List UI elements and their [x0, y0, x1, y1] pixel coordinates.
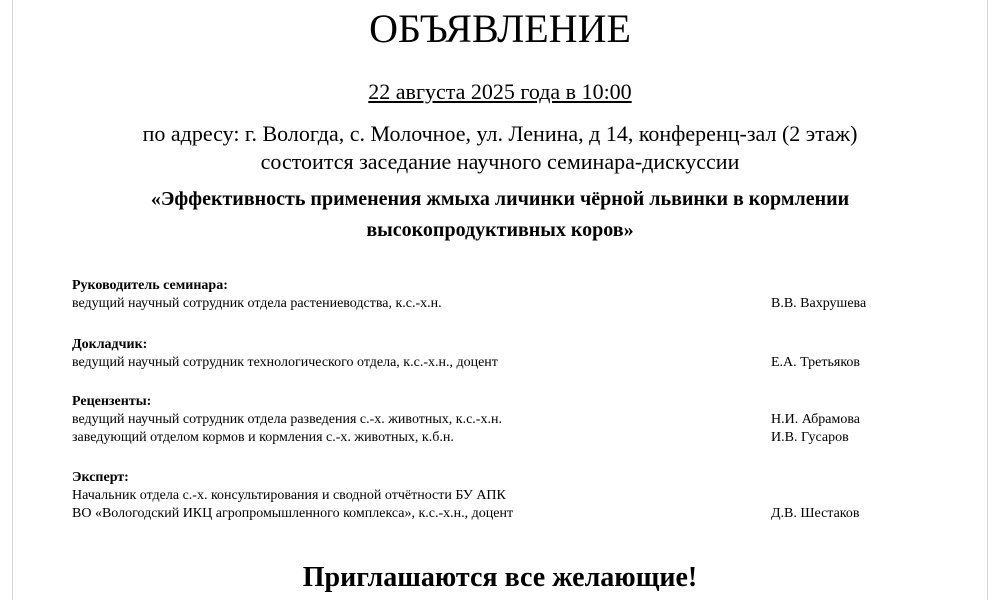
participant-name: В.В. Вахрушева	[771, 296, 867, 311]
participant-position: ведущий научный сотрудник отдела разведения с.-х. животных, к.с.-х.н.	[72, 412, 502, 427]
section-expert	[72, 469, 932, 523]
event-description: состоится заседание научного семинара-дискуссии	[260, 149, 740, 174]
participant-position: ведущий научный сотрудник отдела растениеводства, к.с.-х.н.	[72, 296, 442, 311]
participant-row	[72, 411, 932, 429]
participant-row	[72, 487, 932, 505]
section-leader	[72, 277, 932, 313]
event-address: по адресу: г. Вологда, с. Молочное, ул. Ленина, д 14, конференц-зал (2 этаж)	[142, 121, 858, 146]
seminar-topic-line-2: высокопродуктивных коров»	[366, 219, 634, 241]
announcement-title: ОБЪЯВЛЕНИЕ	[369, 6, 631, 51]
participant-row	[72, 429, 932, 447]
section-heading: Руководитель семинара:	[72, 278, 228, 293]
section-heading: Эксперт:	[72, 470, 129, 485]
invitation-text: Приглашаются все желающие!	[302, 562, 698, 593]
section-reviewers	[72, 393, 932, 447]
section-speaker	[72, 336, 932, 372]
participant-position: Начальник отдела с.-х. консультирования и сводной отчётности БУ АПК	[72, 488, 506, 503]
participant-row	[72, 354, 932, 372]
participant-position: ведущий научный сотрудник технологического отдела, к.с.-х.н., доцент	[72, 355, 498, 370]
participant-name: И.В. Гусаров	[771, 430, 849, 445]
participant-name: Н.И. Абрамова	[771, 412, 860, 427]
participant-row	[72, 295, 932, 313]
participant-name: Е.А. Третьяков	[771, 355, 861, 370]
event-date-time: 22 августа 2025 года в 10:00	[368, 79, 632, 104]
participant-position: ВО «Вологодский ИКЦ агропромышленного комплекса», к.с.-х.н., доцент	[72, 506, 514, 521]
participant-position: заведующий отделом кормов и кормления с.-х. животных, к.б.н.	[72, 430, 454, 445]
participant-row	[72, 505, 932, 523]
seminar-topic-line-1: «Эффективность применения жмыха личинки чёрной львинки в кормлении	[150, 188, 850, 210]
participant-name: Д.В. Шестаков	[771, 506, 860, 521]
section-heading: Рецензенты:	[72, 394, 152, 409]
section-heading: Докладчик:	[72, 337, 148, 352]
